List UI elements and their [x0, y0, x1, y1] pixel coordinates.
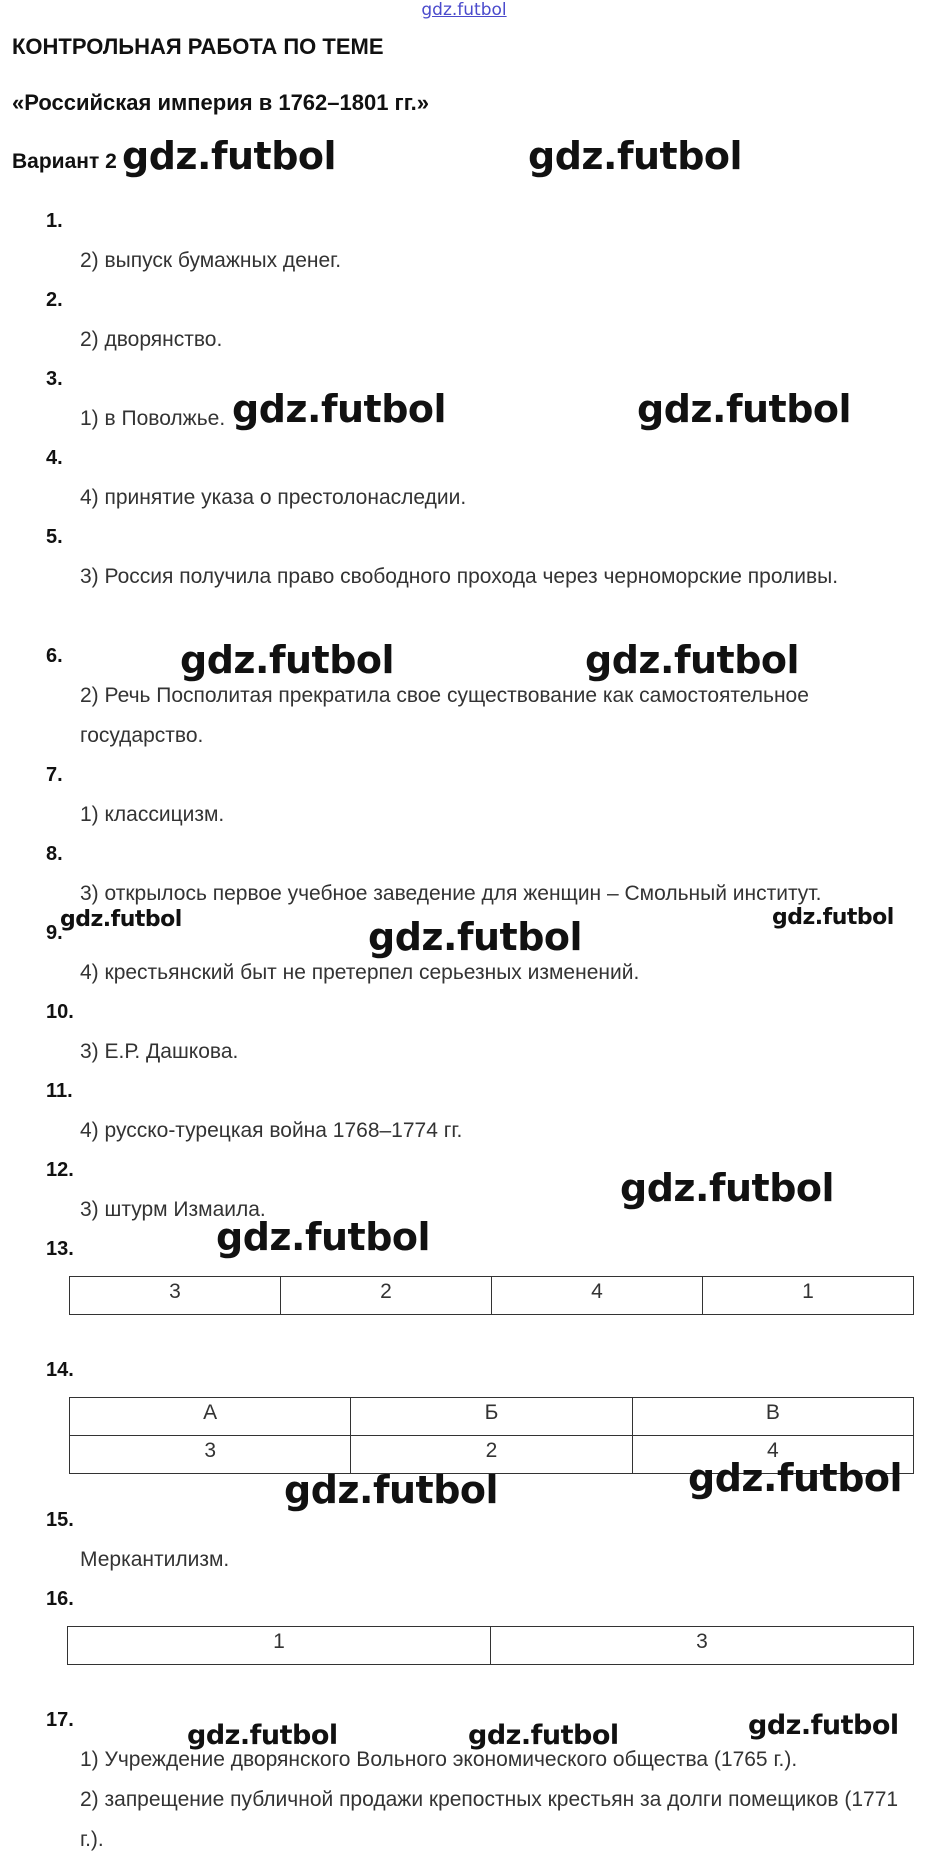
question-number: 3. [46, 368, 63, 390]
watermark: gdz.futbol [284, 1468, 499, 1512]
answer-table-16 [67, 1626, 914, 1665]
answer-text: 2) запрещение публичной продажи крепостных крестьян за долги помещиков (1771 г.). [80, 1788, 899, 1851]
question-number: 8. [46, 843, 63, 865]
answer-text: 1) Учреждение дворянского Вольного экономического общества (1765 г.). [80, 1748, 798, 1771]
answer-text: 3) Е.Р. Дашкова. [80, 1040, 239, 1063]
watermark: gdz.futbol [772, 905, 894, 930]
answer-text: 3) штурм Измаила. [80, 1198, 266, 1221]
watermark: gdz.futbol [187, 1720, 338, 1751]
table-cell: 1 [703, 1277, 914, 1315]
question-number: 6. [46, 645, 63, 667]
question-number: 1. [46, 210, 63, 232]
site-link[interactable]: gdz.futbol [421, 0, 507, 20]
watermark: gdz.futbol [585, 638, 800, 682]
watermark: gdz.futbol [688, 1456, 903, 1500]
answer-text: 4) русско-турецкая война 1768–1774 гг. [80, 1119, 463, 1142]
answer-text: Меркантилизм. [80, 1548, 230, 1571]
table-cell: 3 [70, 1436, 351, 1474]
table-cell: 4 [632, 1436, 913, 1474]
watermark: gdz.futbol [368, 915, 583, 959]
question-number: 12. [46, 1159, 74, 1181]
question-number: 11. [46, 1080, 73, 1102]
table-header-cell: Б [351, 1398, 632, 1436]
question-number: 10. [46, 1001, 74, 1023]
table-cell: 1 [68, 1627, 491, 1665]
answer-text: 2) Речь Посполитая прекратила свое существование как самостоятельное государство. [80, 684, 809, 747]
question-number: 13. [46, 1238, 74, 1260]
question-number: 2. [46, 289, 63, 311]
answer-table-13 [69, 1276, 914, 1315]
page-subtitle: «Российская империя в 1762–1801 гг.» [12, 90, 430, 115]
watermark: gdz.futbol [60, 907, 182, 932]
answer-text: 4) принятие указа о престолонаследии. [80, 486, 467, 509]
question-number: 9. [46, 922, 63, 944]
question-number: 5. [46, 526, 63, 548]
table-cell: 2 [351, 1436, 632, 1474]
watermark: gdz.futbol [122, 134, 337, 178]
watermark: gdz.futbol [468, 1720, 619, 1751]
question-number: 14. [46, 1359, 74, 1381]
question-number: 7. [46, 764, 63, 786]
watermark: gdz.futbol [620, 1166, 835, 1210]
watermark: gdz.futbol [232, 387, 447, 431]
watermark: gdz.futbol [528, 134, 743, 178]
table-cell: 4 [492, 1277, 703, 1315]
table-cell: 3 [70, 1277, 281, 1315]
answer-text: 3) открылось первое учебное заведение для женщин – Смольный институт. [80, 882, 822, 905]
answer-text: 1) в Поволжье. [80, 407, 226, 430]
question-number: 17. [46, 1709, 74, 1731]
table-header-cell: В [632, 1398, 913, 1436]
table-cell: 3 [491, 1627, 914, 1665]
table-cell: 2 [281, 1277, 492, 1315]
answer-text: 2) выпуск бумажных денег. [80, 249, 342, 272]
answer-text: 3) Россия получила право свободного прохода через черноморские проливы. [80, 565, 839, 588]
answer-text: 4) крестьянский быт не претерпел серьезных изменений. [80, 961, 640, 984]
answer-text: 2) дворянство. [80, 328, 223, 351]
variant-label: Вариант 2 [12, 150, 117, 173]
question-number: 4. [46, 447, 63, 469]
question-number: 16. [46, 1588, 74, 1610]
question-number: 15. [46, 1509, 74, 1531]
table-header-cell: А [70, 1398, 351, 1436]
answer-text: 1) классицизм. [80, 803, 225, 826]
watermark: gdz.futbol [216, 1215, 431, 1259]
page-title: КОНТРОЛЬНАЯ РАБОТА ПО ТЕМЕ [12, 34, 384, 59]
watermark: gdz.futbol [748, 1710, 899, 1741]
watermark: gdz.futbol [637, 387, 852, 431]
watermark: gdz.futbol [180, 638, 395, 682]
